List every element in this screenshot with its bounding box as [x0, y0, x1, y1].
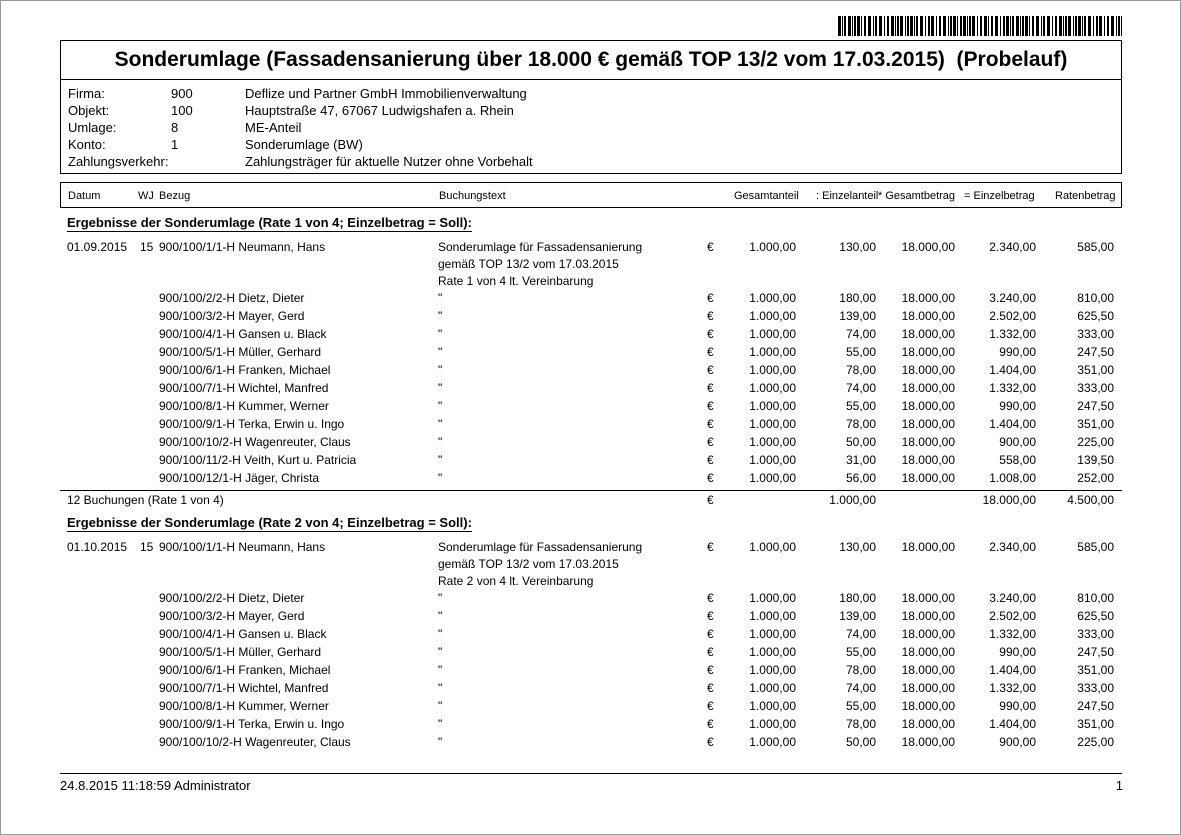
cell-einzelanteil: 74,00 [845, 681, 876, 695]
info-code: 8 [171, 120, 179, 135]
cell-gesamtanteil: 1.000,00 [749, 435, 796, 449]
cell-gesamtanteil: 1.000,00 [749, 453, 796, 467]
cell-einzelbetrag: 1.332,00 [989, 681, 1036, 695]
cell-buchungstext: " [438, 681, 443, 695]
info-label: Zahlungsverkehr: [68, 154, 169, 169]
cell-einzelbetrag: 3.240,00 [989, 291, 1036, 305]
cell-buchungstext: " [438, 399, 443, 413]
barcode-icon [838, 16, 1122, 36]
table-row [0, 608, 1181, 625]
table-row [0, 734, 1181, 751]
table-row [0, 416, 1181, 433]
cell-bezug: 900/100/3/2-H Mayer, Gerd [159, 309, 305, 323]
cell-currency: € [707, 717, 714, 731]
cell-buchungstext: " [438, 609, 443, 623]
col-einzelanteil: : Einzelanteil [816, 190, 879, 202]
cell-buchungstext: " [438, 345, 443, 359]
cell-currency: € [707, 363, 714, 377]
total-divider [60, 490, 1122, 491]
cell-bezug: 900/100/3/2-H Mayer, Gerd [159, 609, 305, 623]
cell-gesamtbetrag: 18.000,00 [901, 381, 955, 395]
cell-gesamtanteil: 1.000,00 [749, 627, 796, 641]
cell-buchungstext: Rate 2 von 4 lt. Vereinbarung [438, 574, 594, 588]
cell-gesamtbetrag: 18.000,00 [901, 327, 955, 341]
cell-currency: € [707, 417, 714, 431]
cell-gesamtanteil: 1.000,00 [749, 240, 796, 254]
cell-gesamtanteil: 1.000,00 [749, 399, 796, 413]
cell-einzelbetrag: 2.340,00 [989, 240, 1036, 254]
cell-bezug: 900/100/6/1-H Franken, Michael [159, 363, 331, 377]
column-header [60, 182, 1122, 208]
cell-bezug: 900/100/11/2-H Veith, Kurt u. Patricia [159, 453, 357, 467]
info-code: 1 [171, 137, 179, 152]
table-row [0, 716, 1181, 733]
cell-ratenbetrag: 333,00 [1077, 327, 1114, 341]
cell-gesamtbetrag: 18.000,00 [901, 453, 955, 467]
cell-bezug: 900/100/4/1-H Gansen u. Black [159, 327, 327, 341]
cell-ratenbetrag: 252,00 [1077, 471, 1114, 485]
cell-currency: € [707, 591, 714, 605]
cell-currency: € [707, 663, 714, 677]
cell-bezug: 900/100/4/1-H Gansen u. Black [159, 627, 327, 641]
cell-buchungstext: gemäß TOP 13/2 vom 17.03.2015 [438, 257, 619, 271]
table-row [0, 470, 1181, 487]
cell-ratenbetrag: 351,00 [1077, 717, 1114, 731]
cell-gesamtbetrag: 18.000,00 [901, 735, 955, 749]
cell-einzelbetrag: 900,00 [999, 735, 1036, 749]
cell-einzelbetrag: 18.000,00 [982, 493, 1036, 507]
table-row [0, 290, 1181, 307]
table-row [0, 398, 1181, 415]
cell-einzelbetrag: 2.502,00 [989, 609, 1036, 623]
cell-einzelanteil: 55,00 [845, 645, 876, 659]
table-row [0, 362, 1181, 379]
cell-gesamtanteil: 1.000,00 [749, 417, 796, 431]
cell-gesamtbetrag: 18.000,00 [901, 699, 955, 713]
cell-gesamtbetrag: 18.000,00 [901, 435, 955, 449]
cell-einzelanteil: 78,00 [845, 363, 876, 377]
cell-gesamtanteil: 1.000,00 [749, 363, 796, 377]
cell-einzelanteil: 78,00 [845, 717, 876, 731]
cell-buchungstext: " [438, 363, 443, 377]
col-bezug: Bezug [159, 190, 191, 202]
cell-bezug: 900/100/10/2-H Wagenreuter, Claus [159, 435, 351, 449]
cell-currency: € [707, 681, 714, 695]
cell-einzelbetrag: 990,00 [999, 399, 1036, 413]
cell-bezug: 900/100/1/1-H Neumann, Hans [159, 540, 326, 554]
cell-gesamtbetrag: 18.000,00 [901, 540, 955, 554]
cell-currency: € [707, 453, 714, 467]
table-row [0, 326, 1181, 343]
cell-buchungstext: " [438, 663, 443, 677]
cell-bezug: 900/100/7/1-H Wichtel, Manfred [159, 681, 329, 695]
cell-buchungstext: " [438, 717, 443, 731]
table-row [0, 662, 1181, 679]
info-text: Hauptstraße 47, 67067 Ludwigshafen a. Rhein [245, 103, 514, 118]
cell-currency: € [707, 345, 714, 359]
cell-currency: € [707, 291, 714, 305]
cell-currency: € [707, 645, 714, 659]
cell-buchungstext: gemäß TOP 13/2 vom 17.03.2015 [438, 557, 619, 571]
cell-datum: 01.09.2015 [67, 240, 128, 254]
cell-bezug: 900/100/9/1-H Terka, Erwin u. Ingo [159, 417, 345, 431]
cell-buchungstext: Sonderumlage für Fassadensanierung [438, 240, 643, 254]
cell-einzelanteil: 50,00 [845, 435, 876, 449]
cell-currency: € [707, 309, 714, 323]
cell-ratenbetrag: 351,00 [1077, 663, 1114, 677]
cell-ratenbetrag: 585,00 [1077, 540, 1114, 554]
table-row [0, 590, 1181, 607]
cell-einzelanteil: 180,00 [839, 291, 876, 305]
cell-currency: € [707, 627, 714, 641]
table-row [0, 380, 1181, 397]
cell-gesamtanteil: 1.000,00 [749, 540, 796, 554]
cell-gesamtanteil: 1.000,00 [749, 735, 796, 749]
table-row [0, 698, 1181, 715]
cell-gesamtbetrag: 18.000,00 [901, 363, 955, 377]
cell-einzelbetrag: 990,00 [999, 345, 1036, 359]
cell-ratenbetrag: 810,00 [1077, 591, 1114, 605]
cell-ratenbetrag: 247,50 [1077, 699, 1114, 713]
cell-ratenbetrag: 625,50 [1077, 609, 1114, 623]
cell-ratenbetrag: 333,00 [1077, 381, 1114, 395]
cell-gesamtbetrag: 18.000,00 [901, 609, 955, 623]
table-row [0, 239, 1181, 256]
cell-gesamtbetrag: 18.000,00 [901, 345, 955, 359]
cell-gesamtbetrag: 18.000,00 [901, 291, 955, 305]
cell-einzelbetrag: 1.008,00 [989, 471, 1036, 485]
total-label: 12 Buchungen (Rate 1 von 4) [67, 493, 224, 507]
cell-gesamtanteil: 1.000,00 [749, 663, 796, 677]
cell-ratenbetrag: 225,00 [1077, 435, 1114, 449]
cell-einzelanteil: 1.000,00 [829, 493, 876, 507]
cell-einzelanteil: 139,00 [839, 609, 876, 623]
cell-ratenbetrag: 225,00 [1077, 735, 1114, 749]
col-datum: Datum [68, 190, 101, 202]
cell-buchungstext: " [438, 417, 443, 431]
cell-einzelanteil: 180,00 [839, 591, 876, 605]
cell-wj: 15 [140, 540, 154, 554]
cell-einzelbetrag: 3.240,00 [989, 591, 1036, 605]
cell-ratenbetrag: 247,50 [1077, 399, 1114, 413]
cell-gesamtanteil: 1.000,00 [749, 681, 796, 695]
cell-currency: € [707, 735, 714, 749]
cell-gesamtbetrag: 18.000,00 [901, 717, 955, 731]
cell-einzelbetrag: 1.404,00 [989, 717, 1036, 731]
report-title: Sonderumlage (Fassadensanierung über 18.000 € gemäß TOP 13/2 vom 17.03.2015) (Probelauf) [60, 40, 1122, 80]
cell-bezug: 900/100/9/1-H Terka, Erwin u. Ingo [159, 717, 345, 731]
cell-buchungstext: Rate 1 von 4 lt. Vereinbarung [438, 274, 594, 288]
footer-timestamp: 24.8.2015 11:18:59 Administrator [60, 778, 251, 793]
cell-einzelbetrag: 1.404,00 [989, 663, 1036, 677]
cell-einzelbetrag: 2.340,00 [989, 540, 1036, 554]
cell-einzelanteil: 56,00 [845, 471, 876, 485]
cell-einzelanteil: 74,00 [845, 627, 876, 641]
cell-ratenbetrag: 810,00 [1077, 291, 1114, 305]
cell-currency: € [707, 435, 714, 449]
cell-ratenbetrag: 351,00 [1077, 363, 1114, 377]
cell-einzelbetrag: 900,00 [999, 435, 1036, 449]
cell-einzelbetrag: 558,00 [999, 453, 1036, 467]
cell-buchungstext: Sonderumlage für Fassadensanierung [438, 540, 643, 554]
table-row [0, 626, 1181, 643]
cell-einzelbetrag: 1.332,00 [989, 327, 1036, 341]
cell-ratenbetrag: 247,50 [1077, 645, 1114, 659]
cell-datum: 01.10.2015 [67, 540, 128, 554]
info-text: Deflize und Partner GmbH Immobilienverwaltung [245, 86, 527, 101]
cell-buchungstext: " [438, 453, 443, 467]
table-row-continuation [0, 573, 1181, 590]
cell-bezug: 900/100/5/1-H Müller, Gerhard [159, 345, 322, 359]
col-buchungstext: Buchungstext [439, 190, 506, 202]
cell-buchungstext: " [438, 435, 443, 449]
info-code: 100 [171, 103, 193, 118]
cell-currency: € [707, 699, 714, 713]
table-row [0, 680, 1181, 697]
cell-ratenbetrag: 139,50 [1077, 453, 1114, 467]
cell-gesamtanteil: 1.000,00 [749, 309, 796, 323]
info-label: Umlage: [68, 120, 117, 135]
cell-buchungstext: " [438, 381, 443, 395]
cell-gesamtanteil: 1.000,00 [749, 609, 796, 623]
cell-einzelbetrag: 990,00 [999, 699, 1036, 713]
cell-bezug: 900/100/6/1-H Franken, Michael [159, 663, 331, 677]
cell-einzelanteil: 78,00 [845, 663, 876, 677]
table-row [0, 434, 1181, 451]
cell-einzelanteil: 55,00 [845, 345, 876, 359]
cell-gesamtanteil: 1.000,00 [749, 717, 796, 731]
cell-gesamtanteil: 1.000,00 [749, 471, 796, 485]
cell-einzelbetrag: 1.404,00 [989, 417, 1036, 431]
table-row [0, 452, 1181, 469]
cell-ratenbetrag: 585,00 [1077, 240, 1114, 254]
cell-gesamtanteil: 1.000,00 [749, 645, 796, 659]
cell-gesamtanteil: 1.000,00 [749, 591, 796, 605]
cell-gesamtbetrag: 18.000,00 [901, 627, 955, 641]
page-number: 1 [1115, 778, 1123, 793]
cell-buchungstext: " [438, 699, 443, 713]
info-label: Objekt: [68, 103, 110, 118]
cell-bezug: 900/100/2/2-H Dietz, Dieter [159, 591, 305, 605]
cell-currency: € [707, 540, 714, 554]
info-text: ME-Anteil [245, 120, 302, 135]
cell-buchungstext: " [438, 327, 443, 341]
cell-gesamtbetrag: 18.000,00 [901, 663, 955, 677]
info-text: Sonderumlage (BW) [245, 137, 363, 152]
cell-einzelanteil: 50,00 [845, 735, 876, 749]
cell-gesamtanteil: 1.000,00 [749, 345, 796, 359]
section-heading: Ergebnisse der Sonderumlage (Rate 2 von 4; Einzelbetrag = Soll): [67, 515, 472, 530]
cell-currency: € [707, 471, 714, 485]
cell-ratenbetrag: 4.500,00 [1067, 493, 1114, 507]
table-row-continuation [0, 256, 1181, 273]
cell-bezug: 900/100/7/1-H Wichtel, Manfred [159, 381, 329, 395]
cell-bezug: 900/100/2/2-H Dietz, Dieter [159, 291, 305, 305]
cell-ratenbetrag: 333,00 [1077, 681, 1114, 695]
cell-gesamtbetrag: 18.000,00 [901, 240, 955, 254]
table-row [0, 344, 1181, 361]
table-row-continuation [0, 556, 1181, 573]
cell-buchungstext: " [438, 291, 443, 305]
cell-ratenbetrag: 625,50 [1077, 309, 1114, 323]
table-row [0, 644, 1181, 661]
cell-einzelbetrag: 1.332,00 [989, 627, 1036, 641]
section-heading: Ergebnisse der Sonderumlage (Rate 1 von 4; Einzelbetrag = Soll): [67, 215, 472, 230]
cell-einzelanteil: 31,00 [845, 453, 876, 467]
cell-buchungstext: " [438, 645, 443, 659]
cell-einzelanteil: 78,00 [845, 417, 876, 431]
cell-buchungstext: " [438, 309, 443, 323]
info-text: Zahlungsträger für aktuelle Nutzer ohne Vorbehalt [245, 154, 533, 169]
col-einzelbetrag: = Einzelbetrag [964, 190, 1035, 202]
col-gesamtbetrag: * Gesamtbetrag [878, 190, 956, 202]
col-gesamtanteil: Gesamtanteil [734, 190, 799, 202]
total-row [0, 492, 1181, 509]
cell-gesamtbetrag: 18.000,00 [901, 471, 955, 485]
cell-bezug: 900/100/1/1-H Neumann, Hans [159, 240, 326, 254]
cell-wj: 15 [140, 240, 154, 254]
cell-einzelbetrag: 2.502,00 [989, 309, 1036, 323]
cell-einzelanteil: 74,00 [845, 327, 876, 341]
cell-gesamtbetrag: 18.000,00 [901, 591, 955, 605]
cell-gesamtbetrag: 18.000,00 [901, 399, 955, 413]
cell-gesamtbetrag: 18.000,00 [901, 309, 955, 323]
cell-bezug: 900/100/12/1-H Jäger, Christa [159, 471, 320, 485]
cell-currency: € [707, 609, 714, 623]
cell-buchungstext: " [438, 735, 443, 749]
cell-einzelbetrag: 990,00 [999, 645, 1036, 659]
cell-einzelanteil: 55,00 [845, 399, 876, 413]
cell-currency: € [707, 240, 714, 254]
info-code: 900 [171, 86, 193, 101]
cell-buchungstext: " [438, 591, 443, 605]
cell-einzelbetrag: 1.332,00 [989, 381, 1036, 395]
info-box [60, 80, 1122, 174]
cell-gesamtanteil: 1.000,00 [749, 699, 796, 713]
cell-einzelbetrag: 1.404,00 [989, 363, 1036, 377]
cell-gesamtbetrag: 18.000,00 [901, 417, 955, 431]
cell-ratenbetrag: 333,00 [1077, 627, 1114, 641]
cell-bezug: 900/100/8/1-H Kummer, Werner [159, 699, 329, 713]
cell-bezug: 900/100/5/1-H Müller, Gerhard [159, 645, 322, 659]
cell-gesamtbetrag: 18.000,00 [901, 645, 955, 659]
cell-bezug: 900/100/10/2-H Wagenreuter, Claus [159, 735, 351, 749]
cell-gesamtanteil: 1.000,00 [749, 327, 796, 341]
cell-buchungstext: " [438, 627, 443, 641]
cell-currency: € [707, 399, 714, 413]
cell-einzelanteil: 130,00 [839, 240, 876, 254]
info-label: Konto: [68, 137, 106, 152]
cell-einzelanteil: 130,00 [839, 540, 876, 554]
info-label: Firma: [68, 86, 105, 101]
cell-currency: € [707, 381, 714, 395]
col-wj: WJ [138, 190, 154, 202]
table-row [0, 539, 1181, 556]
cell-einzelanteil: 55,00 [845, 699, 876, 713]
cell-ratenbetrag: 351,00 [1077, 417, 1114, 431]
cell-gesamtanteil: 1.000,00 [749, 291, 796, 305]
col-ratenbetrag: Ratenbetrag [1055, 190, 1116, 202]
cell-ratenbetrag: 247,50 [1077, 345, 1114, 359]
cell-einzelanteil: 139,00 [839, 309, 876, 323]
cell-currency: € [707, 493, 714, 507]
cell-bezug: 900/100/8/1-H Kummer, Werner [159, 399, 329, 413]
footer-divider [60, 773, 1122, 774]
table-row [0, 308, 1181, 325]
cell-gesamtbetrag: 18.000,00 [901, 681, 955, 695]
cell-gesamtanteil: 1.000,00 [749, 381, 796, 395]
cell-einzelanteil: 74,00 [845, 381, 876, 395]
table-row-continuation [0, 273, 1181, 290]
cell-currency: € [707, 327, 714, 341]
cell-buchungstext: " [438, 471, 443, 485]
